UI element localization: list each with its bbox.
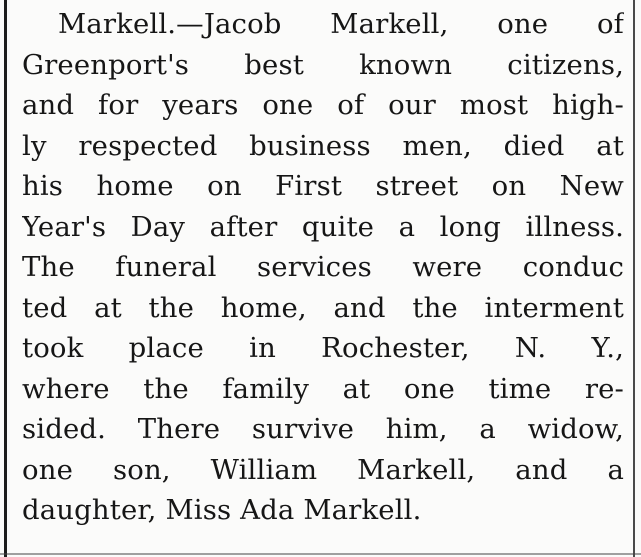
article-line: his home on First street on New	[22, 170, 624, 202]
article-line: daughter, Miss Ada Markell.	[22, 494, 422, 526]
obituary-article	[22, 4, 624, 531]
article-line: The funeral services were conduc	[22, 251, 624, 283]
article-line: ly respected business men, died at	[22, 129, 624, 162]
article-line: ted at the home, and the interment	[22, 291, 624, 324]
article-line: Year's Day after quite a long illness.	[22, 210, 624, 243]
article-line: where the family at one time re-	[22, 372, 624, 405]
article-line: Greenport's best known citizens,	[22, 48, 624, 81]
article-line: took place in Rochester, N. Y.,	[22, 332, 624, 364]
column-rule-bottom	[0, 553, 641, 555]
article-line: sided. There survive him, a widow,	[22, 413, 624, 445]
article-line: and for years one of our most high-	[22, 89, 624, 121]
column-rule-left	[4, 0, 7, 557]
article-line: Markell.—Jacob Markell, one of	[58, 8, 624, 40]
column-rule-right	[633, 0, 635, 557]
article-line: one son, William Markell, and a	[22, 453, 624, 486]
